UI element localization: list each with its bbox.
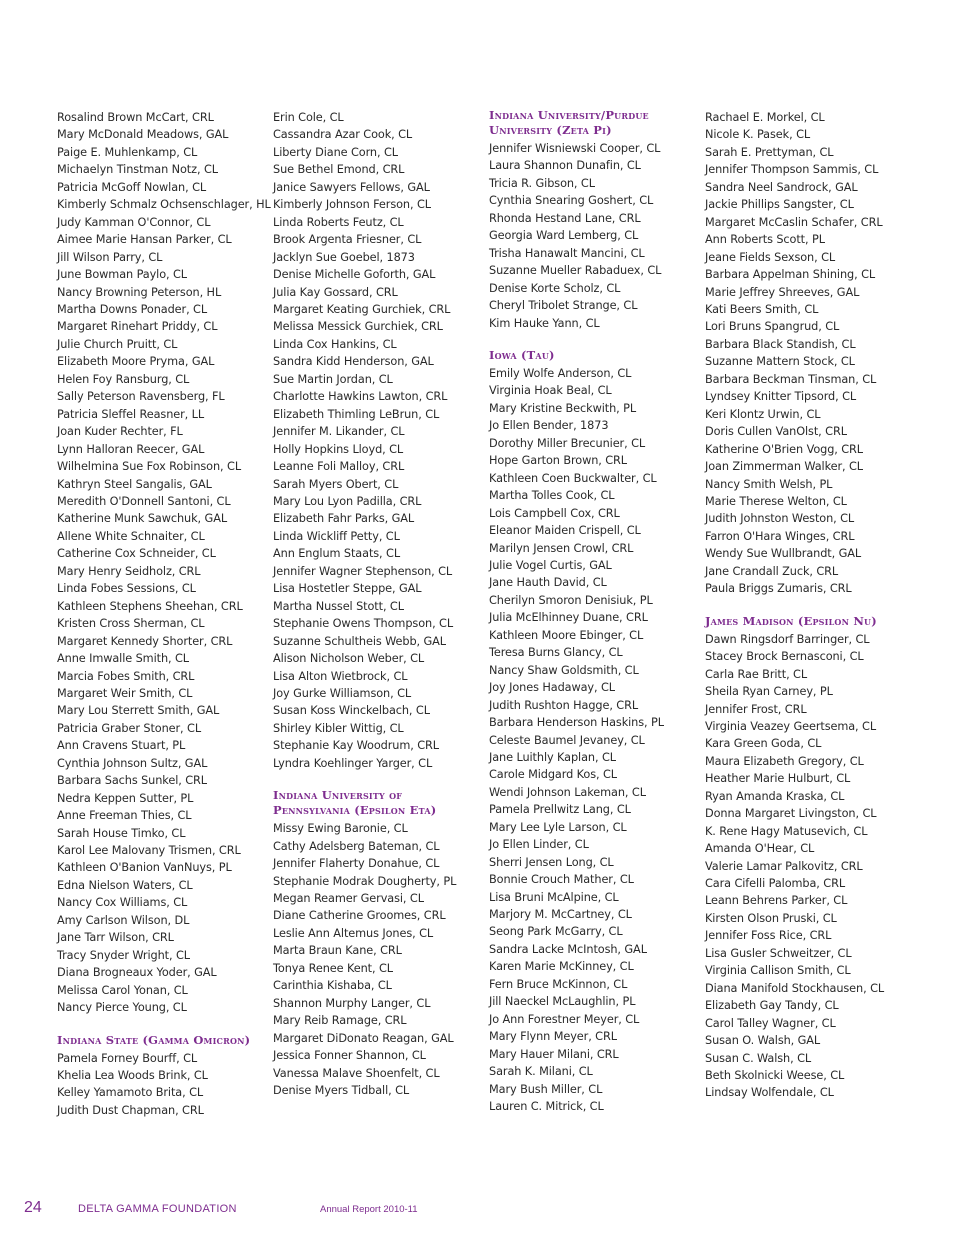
list-item: Mary Henry Seidholz, CRL — [57, 564, 201, 578]
list-item: Melissa Carol Yonan, CL — [57, 983, 188, 997]
list-item: Elizabeth Fahr Parks, GAL — [273, 512, 415, 526]
list-item: Sandra Neel Sandrock, GAL — [705, 180, 858, 194]
list-item: Nancy Pierce Young, CL — [57, 1001, 187, 1015]
list-item: Cherilyn Smoron Denisiuk, PL — [489, 593, 653, 607]
list-item: Stephanie Kay Woodrum, CRL — [273, 739, 439, 753]
list-item: Kara Green Goda, CL — [705, 737, 822, 751]
list-item: Ann Roberts Scott, PL — [705, 233, 825, 247]
name-list — [57, 1050, 267, 1120]
list-item: Patricia McGoff Nowlan, CL — [57, 180, 207, 194]
list-item: Jennifer Thompson Sammis, CL — [705, 163, 879, 177]
list-item: Megan Reamer Gervasi, CL — [273, 892, 424, 906]
list-item: Carinthia Kishaba, CL — [273, 979, 392, 993]
list-item: Kathleen Stephens Sheehan, CRL — [57, 599, 243, 613]
list-item: Sherri Jensen Long, CL — [489, 855, 614, 869]
list-item: Charlotte Hawkins Lawton, CRL — [273, 390, 448, 404]
list-item: Margaret Keating Gurchiek, CRL — [273, 302, 451, 316]
list-item: Patricia Graber Stoner, CL — [57, 721, 202, 735]
list-item: Melissa Messick Gurchiek, CRL — [273, 320, 443, 334]
list-item: Doris Cullen VanOlst, CRL — [705, 425, 847, 439]
list-item: Linda Roberts Feutz, CL — [273, 215, 404, 229]
name-block — [705, 108, 925, 598]
list-item: Kristen Cross Sherman, CL — [57, 617, 205, 631]
list-item: Ryan Amanda Kraska, CL — [705, 789, 845, 803]
list-item: Jane Crandall Zuck, CRL — [705, 564, 839, 578]
list-item: Farron O'Hara Winges, CRL — [705, 529, 855, 543]
list-item: Jo Ellen Linder, CL — [489, 838, 589, 852]
list-item: Mary Lee Lyle Larson, CL — [489, 820, 627, 834]
name-list — [273, 108, 483, 772]
name-list — [489, 140, 701, 332]
list-item: Anne Imwalle Smith, CL — [57, 652, 189, 666]
list-item: Keri Klontz Urwin, CL — [705, 407, 821, 421]
list-item: Bonnie Crouch Mather, CL — [489, 873, 634, 887]
list-item: Leanne Foli Malloy, CRL — [273, 460, 405, 474]
list-item: Allene White Schnaiter, CL — [57, 529, 205, 543]
list-item: Ann Englum Staats, CL — [273, 547, 401, 561]
list-item: Judith Dust Chapman, CRL — [57, 1103, 204, 1117]
list-item: Lindsay Wolfendale, CL — [705, 1086, 834, 1100]
list-item: Carla Rae Britt, CL — [705, 667, 808, 681]
list-item: Valerie Lamar Palkovitz, CRL — [705, 859, 863, 873]
chapter-heading: Indiana University of Pennsylvania (Epsilon Eta) — [273, 788, 437, 818]
list-item: Sue Martin Jordan, CL — [273, 372, 393, 386]
list-item: Susan Koss Winckelbach, CL — [273, 704, 430, 718]
list-item: Lisa Alton Wietbrock, CL — [273, 669, 408, 683]
list-item: Wendi Johnson Lakeman, CL — [489, 785, 646, 799]
list-item: Barbara Beckman Tinsman, CL — [705, 372, 877, 386]
list-item: Marie Therese Welton, CL — [705, 494, 847, 508]
list-item: Virginia Callison Smith, CL — [705, 964, 851, 978]
name-list — [705, 631, 925, 1102]
list-item: Virginia Veazey Geertsema, CL — [705, 719, 877, 733]
list-item: Shirley Kibler Wittig, CL — [273, 721, 404, 735]
list-item: Leslie Ann Altemus Jones, CL — [273, 926, 434, 940]
list-item: Holly Hopkins Lloyd, CL — [273, 442, 404, 456]
list-item: Alison Nicholson Weber, CL — [273, 652, 425, 666]
list-item: Lisa Gusler Schweitzer, CL — [705, 946, 852, 960]
list-item: Cynthia Snearing Goshert, CL — [489, 194, 654, 208]
list-item: Carol Talley Wagner, CL — [705, 1016, 836, 1030]
list-item: Seong Park McGarry, CL — [489, 925, 623, 939]
list-item: Jennifer Flaherty Donahue, CL — [273, 857, 440, 871]
list-item: Jennifer Wisniewski Cooper, CL — [489, 142, 661, 155]
list-item: Joy Jones Hadaway, CL — [489, 681, 615, 695]
list-item: Sandra Kidd Henderson, GAL — [273, 355, 434, 369]
list-item: Stephanie Modrak Dougherty, PL — [273, 874, 457, 888]
list-item: Cheryl Tribolet Strange, CL — [489, 299, 638, 313]
list-item: Julie Vogel Curtis, GAL — [489, 558, 612, 572]
list-item: Denise Michelle Goforth, GAL — [273, 268, 436, 282]
chapter-heading: James Madison (Epsilon Nu) — [705, 613, 877, 628]
list-item: Marcia Fobes Smith, CRL — [57, 669, 195, 683]
list-item: Dawn Ringsdorf Barringer, CL — [705, 632, 870, 646]
list-item: Kim Hauke Yann, CL — [489, 316, 600, 330]
list-item: Jill Wilson Parry, CL — [57, 250, 163, 264]
list-item: Janice Sawyers Fellows, GAL — [273, 180, 430, 194]
list-item: Patricia Sleffel Reasner, LL — [57, 407, 205, 421]
list-item: Ann Cravens Stuart, PL — [57, 739, 186, 753]
list-item: Aimee Marie Hansan Parker, CL — [57, 233, 232, 247]
list-item: Anne Freeman Thies, CL — [57, 809, 192, 823]
list-item: Lyndsey Knitter Tipsord, CL — [705, 390, 857, 404]
list-item: Pamela Prellwitz Lang, CL — [489, 803, 631, 817]
chapter-heading: Iowa (Tau) — [489, 347, 555, 362]
name-block — [57, 108, 271, 1017]
list-item: Meredith O'Donnell Santoni, CL — [57, 494, 231, 508]
column-2 — [273, 108, 483, 1099]
list-item: Sarah K. Milani, CL — [489, 1065, 593, 1079]
list-item: Catherine Cox Schneider, CL — [57, 547, 216, 561]
list-item: Nancy Browning Peterson, HL — [57, 285, 222, 299]
page-number: 24 — [24, 1199, 42, 1216]
list-item: Emily Wolfe Anderson, CL — [489, 366, 632, 380]
list-item: Nancy Cox Williams, CL — [57, 896, 188, 910]
column-4 — [705, 108, 925, 1102]
list-item: Carole Midgard Kos, CL — [489, 768, 617, 782]
list-item: Paula Briggs Zumaris, CRL — [705, 582, 852, 596]
list-item: Jane Luithly Kaplan, CL — [489, 750, 616, 764]
list-item: Stacey Brock Bernasconi, CL — [705, 650, 864, 664]
page-footer — [0, 1199, 960, 1219]
list-item: Laura Shannon Dunafin, CL — [489, 159, 641, 173]
list-item: Hope Garton Brown, CRL — [489, 454, 628, 468]
list-item: Amanda O'Hear, CL — [705, 842, 815, 856]
name-list — [273, 820, 483, 1099]
list-item: Khelia Lea Woods Brink, CL — [57, 1069, 208, 1083]
list-item: Sarah E. Prettyman, CL — [705, 145, 834, 159]
list-item: Jo Ellen Bender, 1873 — [489, 419, 609, 433]
column-3 — [489, 108, 701, 1115]
list-item: Kathryn Steel Sangalis, GAL — [57, 477, 212, 491]
list-item: Linda Cox Hankins, CL — [273, 337, 397, 351]
list-item: Julie Church Pruitt, CL — [57, 337, 178, 351]
list-item: Susan C. Walsh, CL — [705, 1051, 812, 1065]
list-item: Marie Jeffrey Shreeves, GAL — [705, 285, 860, 299]
list-item: Cynthia Johnson Sultz, GAL — [57, 756, 208, 770]
list-item: Judith Johnston Weston, CL — [705, 512, 855, 526]
name-list — [705, 108, 925, 598]
chapter-section-indiana-university-of-pennsylvania — [273, 788, 483, 1099]
list-item: Linda Wickliff Petty, CL — [273, 529, 400, 543]
list-item: Jo Ann Forestner Meyer, CL — [489, 1012, 640, 1026]
list-item: Georgia Ward Lemberg, CL — [489, 229, 639, 243]
chapter-section-iupui — [489, 108, 701, 332]
list-item: Kathleen Coen Buckwalter, CL — [489, 471, 657, 485]
list-item: Rhonda Hestand Lane, CRL — [489, 211, 641, 225]
list-item: Mary Flynn Meyer, CRL — [489, 1030, 617, 1044]
list-item: Lauren C. Mitrick, CL — [489, 1100, 604, 1114]
list-item: Sandra Lacke McIntosh, GAL — [489, 942, 647, 956]
list-item: Eleanor Maiden Crispell, CL — [489, 524, 641, 538]
list-item: Marjory M. McCartney, CL — [489, 908, 632, 922]
list-item: Lori Bruns Spangrud, CL — [705, 320, 840, 334]
list-item: Karol Lee Malovany Trismen, CRL — [57, 844, 241, 858]
list-item: Erin Cole, CL — [273, 111, 344, 124]
list-item: Wendy Sue Wullbrandt, GAL — [705, 547, 862, 561]
list-item: Margaret Weir Smith, CL — [57, 686, 193, 700]
list-item: Shannon Murphy Langer, CL — [273, 996, 431, 1010]
list-item: Julia Kay Gossard, CRL — [273, 285, 398, 299]
list-item: Lisa Bruni McAlpine, CL — [489, 890, 619, 904]
name-list — [489, 365, 701, 1115]
list-item: Celeste Baumel Jevaney, CL — [489, 733, 645, 747]
list-item: Cara Cifelli Palomba, CRL — [705, 877, 846, 891]
list-item: Nicole K. Pasek, CL — [705, 128, 811, 142]
list-item: Cathy Adelsberg Bateman, CL — [273, 839, 440, 853]
list-item: Mary Bush Miller, CL — [489, 1082, 603, 1096]
list-item: Kathleen Moore Ebinger, CL — [489, 628, 644, 642]
list-item: Mary McDonald Meadows, GAL — [57, 128, 229, 142]
list-item: Donna Margaret Livingston, CL — [705, 807, 877, 821]
list-item: Jill Naeckel McLaughlin, PL — [489, 995, 636, 1009]
list-item: Diana Manifold Stockhausen, CL — [705, 981, 885, 995]
list-item: Margaret DiDonato Reagan, GAL — [273, 1031, 454, 1045]
list-item: Barbara Black Standish, CL — [705, 337, 856, 351]
list-item: K. Rene Hagy Matusevich, CL — [705, 824, 868, 838]
list-item: Rosalind Brown McCart, CRL — [57, 111, 214, 124]
list-item: Lisa Hostetler Steppe, GAL — [273, 582, 422, 596]
list-item: Margaret McCaslin Schafer, CRL — [705, 215, 883, 229]
list-item: Elizabeth Gay Tandy, CL — [705, 999, 839, 1013]
list-item: Sue Bethel Emond, CRL — [273, 163, 405, 177]
list-item: Suzanne Mattern Stock, CL — [705, 355, 855, 369]
list-item: Elizabeth Thimling LeBrun, CL — [273, 407, 440, 421]
list-item: Lynn Halloran Reecer, GAL — [57, 442, 205, 456]
list-item: Nancy Smith Welsh, PL — [705, 477, 833, 491]
list-item: Linda Fobes Sessions, CL — [57, 582, 196, 596]
list-item: Susan O. Walsh, GAL — [705, 1034, 821, 1048]
list-item: Jackie Phillips Sangster, CL — [705, 198, 854, 212]
list-item: Tricia R. Gibson, CL — [489, 176, 595, 190]
list-item: Mary Kristine Beckwith, PL — [489, 401, 637, 415]
list-item: Beth Skolnicki Weese, CL — [705, 1069, 845, 1083]
list-item: Denise Korte Scholz, CL — [489, 281, 621, 295]
list-item: Jane Hauth David, CL — [489, 576, 607, 590]
list-item: Maura Elizabeth Gregory, CL — [705, 754, 864, 768]
list-item: Jacklyn Sue Goebel, 1873 — [273, 250, 415, 264]
list-item: Mary Lou Lyon Padilla, CRL — [273, 494, 422, 508]
list-item: Vanessa Malave Shoenfelt, CL — [273, 1066, 440, 1080]
list-item: Mary Lou Sterrett Smith, GAL — [57, 704, 220, 718]
list-item: Stephanie Owens Thompson, CL — [273, 617, 454, 631]
list-item: June Bowman Paylo, CL — [57, 268, 187, 282]
list-item: Tonya Renee Kent, CL — [273, 961, 393, 975]
list-item: Kelley Yamamoto Brita, CL — [57, 1086, 204, 1100]
list-item: Cassandra Azar Cook, CL — [273, 128, 413, 142]
list-item: Jennifer Wagner Stephenson, CL — [273, 564, 453, 578]
list-item: Martha Downs Ponader, CL — [57, 302, 208, 316]
list-item: Joan Zimmerman Walker, CL — [705, 460, 863, 474]
list-item: Kimberly Schmalz Ochsenschlager, HL — [57, 198, 271, 212]
list-item: Kirsten Olson Pruski, CL — [705, 911, 837, 925]
list-item: Jessica Fonner Shannon, CL — [273, 1049, 426, 1063]
list-item: Barbara Appelman Shining, CL — [705, 268, 876, 282]
chapter-section-james-madison — [705, 614, 925, 1102]
chapter-section-indiana-state — [57, 1033, 267, 1120]
list-item: Suzanne Schultheis Webb, GAL — [273, 634, 446, 648]
list-item: Lyndra Koehlinger Yarger, CL — [273, 756, 433, 770]
organization-name: DELTA GAMMA FOUNDATION — [78, 1203, 237, 1215]
list-item: Heather Marie Hulburt, CL — [705, 772, 851, 786]
list-item: Sally Peterson Ravensberg, FL — [57, 390, 225, 404]
list-item: Kati Beers Smith, CL — [705, 302, 819, 316]
list-item: Missy Ewing Baronie, CL — [273, 822, 408, 836]
list-item: Judith Rushton Hagge, CRL — [489, 698, 639, 712]
list-item: Sarah House Timko, CL — [57, 826, 186, 840]
list-item: Pamela Forney Bourff, CL — [57, 1051, 198, 1065]
report-title: Annual Report 2010-11 — [320, 1204, 418, 1215]
chapter-heading: Indiana University/Purdue University (Zeta Pi) — [489, 108, 649, 137]
list-item: Leann Behrens Parker, CL — [705, 894, 848, 908]
list-item: Nedra Keppen Sutter, PL — [57, 791, 194, 805]
list-item: Jennifer M. Likander, CL — [273, 425, 405, 439]
list-item: Amy Carlson Wilson, DL — [57, 913, 190, 927]
list-item: Liberty Diane Corn, CL — [273, 145, 398, 159]
name-list — [57, 108, 271, 1017]
list-item: Paige E. Muhlenkamp, CL — [57, 145, 198, 159]
list-item: Barbara Sachs Sunkel, CRL — [57, 774, 207, 788]
list-item: Sheila Ryan Carney, PL — [705, 685, 833, 699]
list-item: Jane Tarr Wilson, CRL — [57, 931, 174, 945]
list-item: Kimberly Johnson Ferson, CL — [273, 198, 431, 212]
list-item: Tracy Snyder Wright, CL — [57, 948, 190, 962]
list-item: Edna Nielson Waters, CL — [57, 878, 193, 892]
list-item: Brook Argenta Friesner, CL — [273, 233, 422, 247]
list-item: Judy Kamman O'Connor, CL — [57, 215, 211, 229]
list-item: Martha Nussel Stott, CL — [273, 599, 404, 613]
list-item: Teresa Burns Glancy, CL — [489, 646, 623, 660]
list-item: Suzanne Mueller Rabaduex, CL — [489, 264, 662, 278]
list-item: Katherine Munk Sawchuk, GAL — [57, 512, 228, 526]
list-item: Martha Tolles Cook, CL — [489, 489, 615, 503]
list-item: Mary Reib Ramage, CRL — [273, 1014, 407, 1028]
name-block — [273, 108, 483, 772]
list-item: Wilhelmina Sue Fox Robinson, CL — [57, 460, 242, 474]
list-item: Marilyn Jensen Crowl, CRL — [489, 541, 634, 555]
list-item: Helen Foy Ransburg, CL — [57, 372, 190, 386]
list-item: Joan Kuder Rechter, FL — [57, 425, 183, 439]
list-item: Julia McElhinney Duane, CRL — [489, 611, 648, 625]
list-item: Mary Hauer Milani, CRL — [489, 1047, 619, 1061]
list-item: Rachael E. Morkel, CL — [705, 111, 825, 124]
list-item: Karen Marie McKinney, CL — [489, 960, 634, 974]
list-item: Jennifer Foss Rice, CRL — [705, 929, 832, 943]
list-item: Lois Campbell Cox, CRL — [489, 506, 620, 520]
list-item: Nancy Shaw Goldsmith, CL — [489, 663, 639, 677]
chapter-section-iowa — [489, 348, 701, 1115]
list-item: Kathleen O'Banion VanNuys, PL — [57, 861, 232, 875]
list-item: Sarah Myers Obert, CL — [273, 477, 399, 491]
list-item: Joy Gurke Williamson, CL — [273, 686, 412, 700]
list-item: Fern Bruce McKinnon, CL — [489, 977, 628, 991]
list-item: Marta Braun Kane, CRL — [273, 944, 402, 958]
column-1 — [57, 108, 271, 1119]
list-item: Diana Brogneaux Yoder, GAL — [57, 966, 217, 980]
list-item: Dorothy Miller Brecunier, CL — [489, 436, 646, 450]
list-item: Margaret Kennedy Shorter, CRL — [57, 634, 233, 648]
list-item: Jennifer Frost, CRL — [705, 702, 807, 716]
list-item: Margaret Rinehart Priddy, CL — [57, 320, 218, 334]
list-item: Elizabeth Moore Pryma, GAL — [57, 355, 215, 369]
list-item: Virginia Hoak Beal, CL — [489, 384, 612, 398]
list-item: Diane Catherine Groomes, CRL — [273, 909, 446, 923]
list-item: Michaelyn Tinstman Notz, CL — [57, 163, 218, 177]
list-item: Katherine O'Brien Vogg, CRL — [705, 442, 864, 456]
list-item: Trisha Hanawalt Mancini, CL — [489, 246, 645, 260]
list-item: Jeane Fields Sexson, CL — [705, 250, 836, 264]
chapter-heading: Indiana State (Gamma Omicron) — [57, 1032, 251, 1047]
list-item: Denise Myers Tidball, CL — [273, 1084, 410, 1098]
list-item: Barbara Henderson Haskins, PL — [489, 716, 664, 730]
